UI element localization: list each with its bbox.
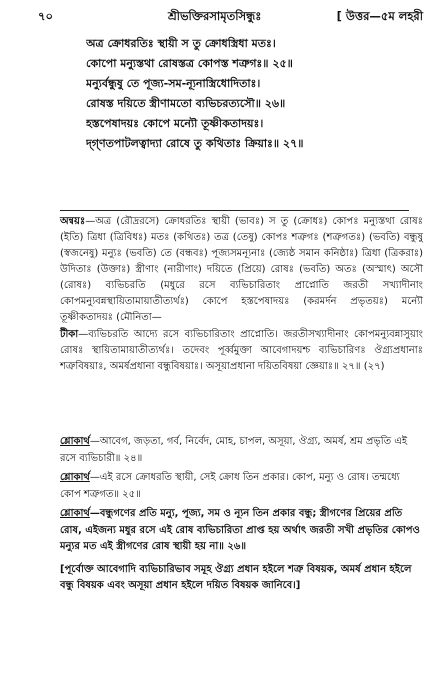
verse-line: কোপো মন্যুস্তথা রোষস্তত্র কোপস্ত শত্রুগঃ॥ ২৫॥ (86, 57, 293, 70)
tika-paragraph (60, 327, 423, 375)
translation-section (60, 434, 423, 598)
verse-line: রোষস্ত দয়িতে স্ত্রীণামতো ব্যভিচরত্যসৌ॥ ২৬॥ (86, 97, 286, 110)
translation-text: —বন্ধুগণের প্রতি মন্যু, পূজ্য, সম ও ন্যূন তিন প্রকার বন্ধু; স্ত্রীগণের প্রিয়ের প্রতি রোষ, এইজন্য মধুর রসে এই রোষ ব্যভিচারিতা প্রাপ্ত হয় অর্থাৎ জরতী সখী প্রভৃতির কোপও মন্যুর মত এই স্ত্রীগণের রোষ স্থায়ী হয় না॥ ২৬॥ (60, 508, 420, 552)
page-number: ৭০ (38, 9, 53, 23)
tika-label: টীকা (60, 329, 79, 340)
sloka-label: শ্লোকার্থ (60, 472, 90, 483)
page-header (38, 6, 423, 28)
verse-line: অত্র ক্রোধরতিঃ স্থায়ী স তু ক্রোধস্ত্রিধা মতঃ। (86, 37, 276, 50)
translation-paragraph (60, 506, 423, 556)
sanskrit-verses (86, 34, 421, 154)
translation-text: —এই রসে ক্রোধরতি স্থায়ী, সেই ক্রোধ তিন প্রকার। কোপ, মন্যু ও রোষ। তন্মধ্যে কোপ শত্রুগত॥ ২৫॥ (60, 472, 400, 500)
commentary-section (60, 214, 423, 375)
anvaya-label: অন্বয়ঃ (60, 216, 86, 227)
chapter-context: [ উত্তর—৫ম লহরী (336, 9, 423, 23)
tika-text: —ব্যভিচরতি আদ্যে রসে ব্যভিচারিতাং প্রাপ্নোতি। জরতীসখ্যাদীনাং কোপমন্যুবন্নাসুয়াং রোষঃ স্থায়িতামায়াতীত্যর্থঃ। তদেবং পূর্ব্বমুক্তা আবেগাদয়শ্চ ব্যভিচারিণঃ ঔগ্র্যপ্রধানাঃ শত্রুবিষয়াঃ, অমর্ষপ্রধানা বন্ধুবিষয়াঃ। অসূয়াপ্রধানা দয়িতবিষয়া জ্ঞেয়াঃ॥ ২৭॥ (২৭) (60, 329, 423, 372)
verse-line: দ্গ্ণতপাটলত্বাদ্যা রোষে তু কথিতাঃ ক্রিয়াঃ॥ ২৭॥ (86, 137, 304, 150)
verse-line: মন্যুর্বন্ধুষু তে পূজ্য-সম-ন্যূনাস্ত্রিধোদিতাঃ। (86, 77, 261, 90)
bracket-note: [পূর্বোক্ত আবেগাদি ব্যভিচারিভাব সমূহ ঔগ্র্য প্রধান হইলে শত্রু বিষয়ক, অমর্ষ প্রধান হইলে বন্ধু বিষয়ক এবং অসূয়া প্রধান হইলে দয়িত বিষয়ক জানিবে।] (60, 563, 412, 591)
book-title: শ্রীভক্তিরসামৃতসিন্ধুঃ (168, 9, 262, 23)
translation-paragraph (60, 434, 423, 467)
verse-line: হস্তপেষাদয়ঃ কোপে মন্যৌ তূষ্ণীকতাদয়ঃ। (86, 117, 264, 130)
translation-paragraph (60, 470, 423, 503)
section-divider (60, 210, 409, 211)
anvaya-text: —অত্র (রৌদ্ররসে) ক্রোধরতিঃ স্থায়ী (ভাবঃ) স তু (ক্রোধঃ) কোপঃ মন্যুস্তথা রোষঃ (ইতি) ত্রিধা (ত্রিবিধঃ) মতঃ (কথিতঃ) তত্র (তেষু) কোপঃ শত্রুগঃ (শত্রুগতঃ) (ভবতি) বন্ধুষু (স্বজনেষু) মন্যুঃ (ভবতি) তে (বন্ধবঃ) পূজ্যসমন্যূনাঃ (জ্যেষ্ঠ সমান কনিষ্ঠাঃ) ত্রিধা (ত্রিকরাঃ) উদিতাঃ (উক্তাঃ) স্ত্রীণাং (নারীণাং) দয়িতে (প্রিয়ে) রোষঃ (ভবতি) অতঃ (অস্মাৎ) অসৌ (রোষঃ) ব্যভিচরতি (মধুরে রসে ব্যভিচারিতাং প্রাপ্নোতি জরতী সখ্যাদীনাং কোপমন্যুবন্নস্থায়িতামায়াতীত্যর্থঃ) কোপে হস্তপেষাদয়ঃ (করমর্দন প্রভৃতয়ঃ) মন্যৌ তূষ্ণীকতাদয়ঃ (মৌনিতা— (60, 216, 423, 323)
sloka-label: শ্লোকার্থ (60, 436, 90, 447)
sloka-label: শ্লোকার্থ (60, 508, 90, 519)
translation-text: —আবেগ, জড়তা, গর্ব, নির্বেদ, মোহ, চাপল, অসূয়া, ঔগ্র্য, অমর্ষ, শ্রম প্রভৃতি এই রসে ব্যভিচারী॥ ২৪॥ (60, 436, 408, 464)
anvaya-paragraph (60, 214, 423, 326)
